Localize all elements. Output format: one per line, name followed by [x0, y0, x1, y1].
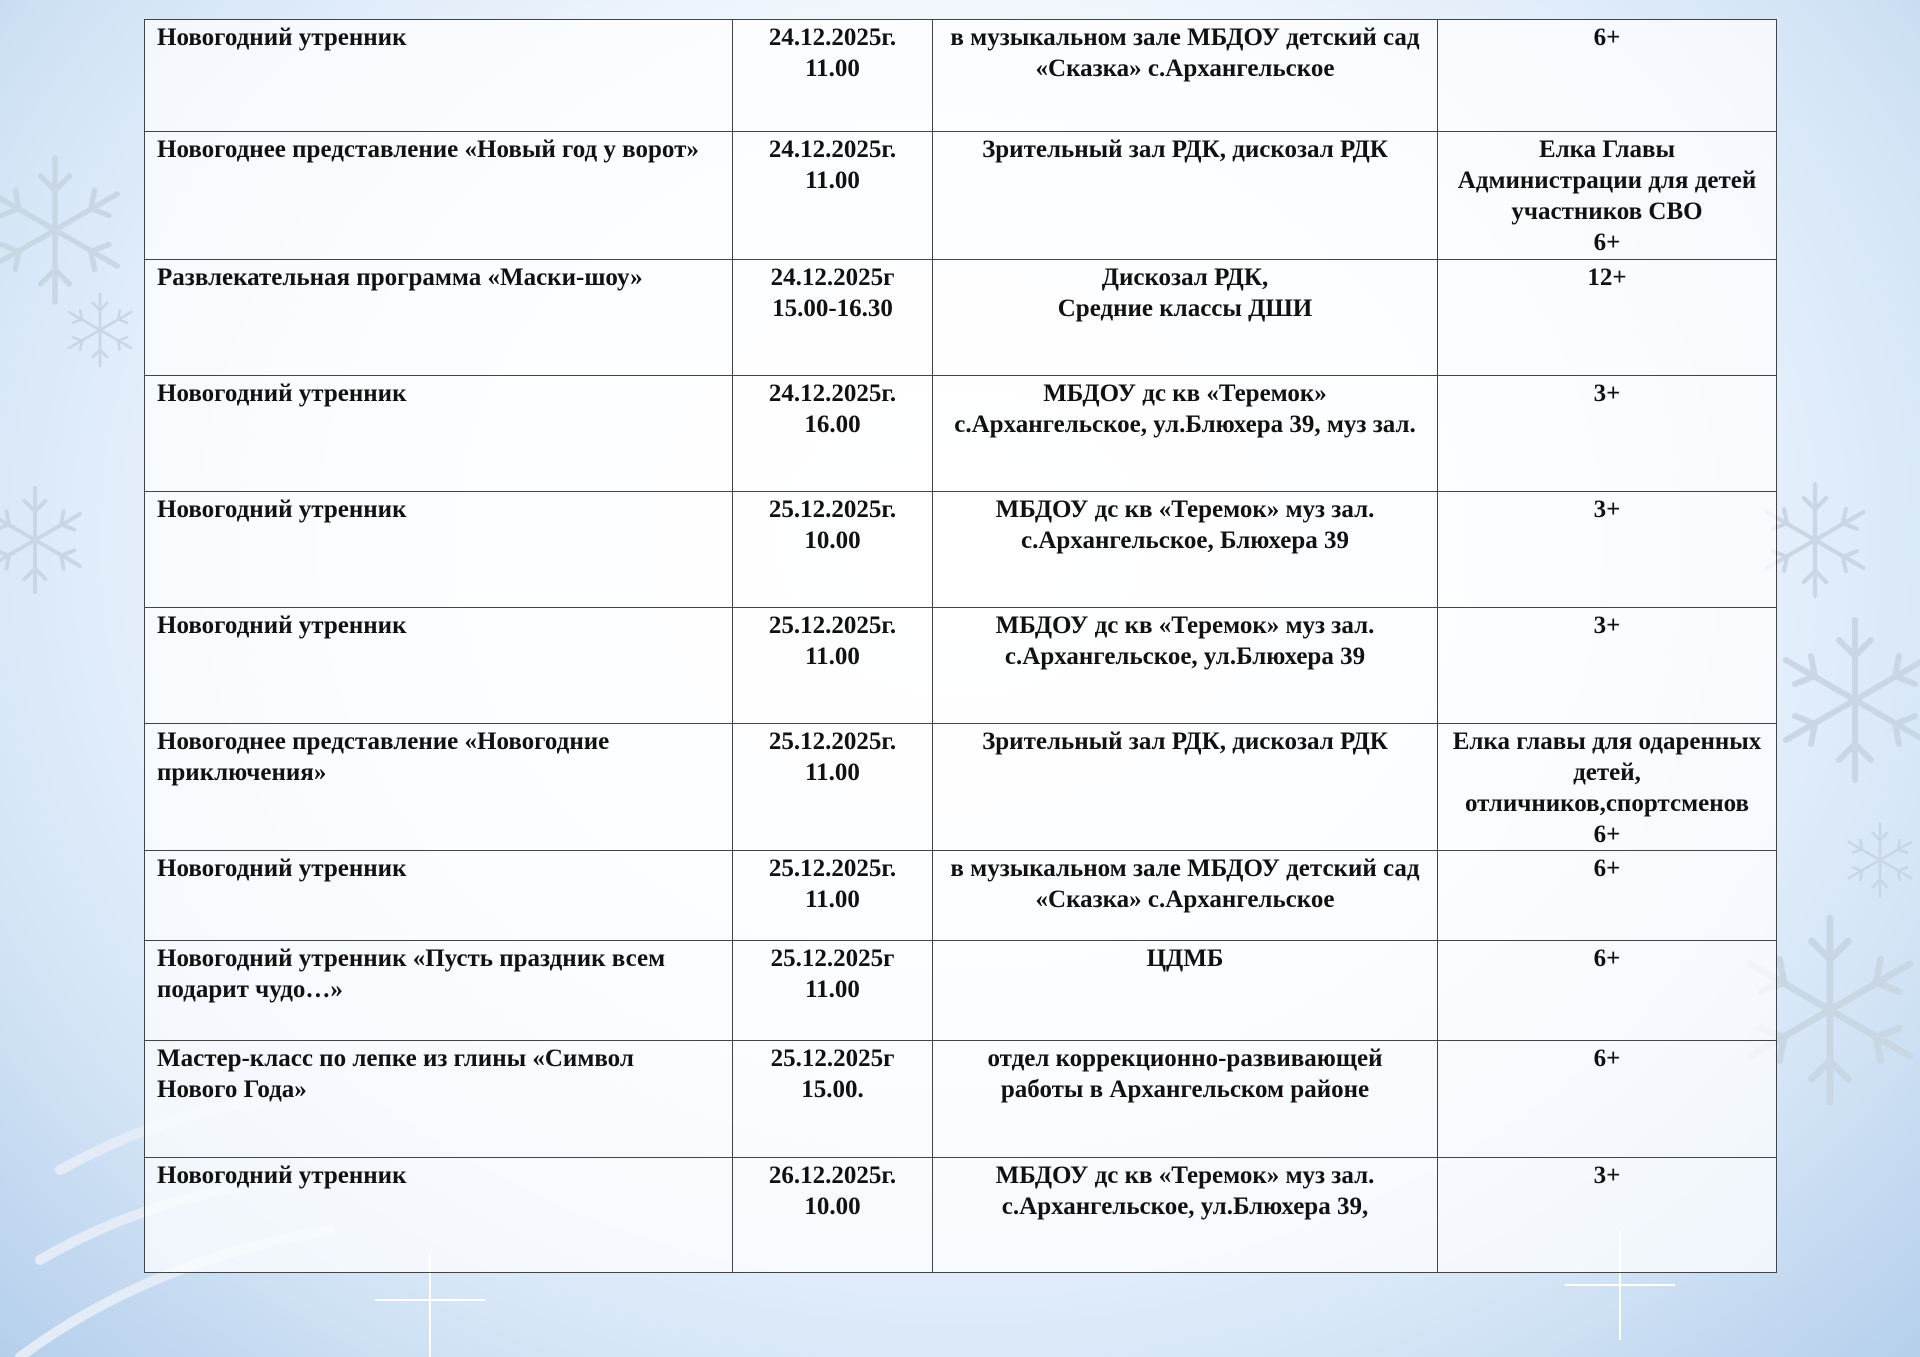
- table-row: [145, 20, 1777, 132]
- table-row: [145, 1041, 1777, 1158]
- event-cell: Новогодний утренник: [145, 20, 733, 132]
- datetime-cell: 25.12.2025г. 11.00: [733, 724, 933, 851]
- events-table: [144, 19, 1777, 1273]
- event-cell: Новогодний утренник: [145, 376, 733, 492]
- datetime-cell: 24.12.2025г. 11.00: [733, 132, 933, 260]
- place-cell: в музыкальном зале МБДОУ детский сад «Сказка» с.Архангельское: [933, 851, 1438, 941]
- datetime-cell: 26.12.2025г. 10.00: [733, 1158, 933, 1273]
- place-cell: МБДОУ дс кв «Теремок» с.Архангельское, ул.Блюхера 39, муз зал.: [933, 376, 1438, 492]
- datetime-cell: 25.12.2025г 15.00.: [733, 1041, 933, 1158]
- place-cell: Зрительный зал РДК, дискозал РДК: [933, 132, 1438, 260]
- snowflake-icon: [0, 488, 80, 592]
- place-cell: МБДОУ дс кв «Теремок» муз зал. с.Архангельское, ул.Блюхера 39,: [933, 1158, 1438, 1273]
- age-cell: 6+: [1438, 851, 1777, 941]
- snowflake-icon: [1849, 824, 1911, 896]
- datetime-cell: 25.12.2025г. 11.00: [733, 608, 933, 724]
- table-row: [145, 851, 1777, 941]
- place-cell: ЦДМБ: [933, 941, 1438, 1041]
- age-cell: 12+: [1438, 260, 1777, 376]
- event-cell: Новогодний утренник: [145, 851, 733, 941]
- place-cell: МБДОУ дс кв «Теремок» муз зал. с.Архангельское, Блюхера 39: [933, 492, 1438, 608]
- place-cell: в музыкальном зале МБДОУ детский сад «Сказка» с.Архангельское: [933, 20, 1438, 132]
- place-cell: Зрительный зал РДК, дискозал РДК: [933, 724, 1438, 851]
- event-cell: Новогодний утренник «Пусть праздник всем подарит чудо…»: [145, 941, 733, 1041]
- place-cell: Дискозал РДК, Средние классы ДШИ: [933, 260, 1438, 376]
- datetime-cell: 24.12.2025г. 11.00: [733, 20, 933, 132]
- age-cell: 6+: [1438, 1041, 1777, 1158]
- table-row: [145, 724, 1777, 851]
- snowflake-icon: [69, 294, 131, 366]
- datetime-cell: 24.12.2025г. 16.00: [733, 376, 933, 492]
- table-row: [145, 608, 1777, 724]
- event-cell: Мастер-класс по лепке из глины «Символ Нового Года»: [145, 1041, 733, 1158]
- event-cell: Новогоднее представление «Новый год у ворот»: [145, 132, 733, 260]
- age-cell: 3+: [1438, 1158, 1777, 1273]
- table-row: [145, 376, 1777, 492]
- place-cell: отдел коррекционно-развивающей работы в Архангельском районе: [933, 1041, 1438, 1158]
- age-cell: 6+: [1438, 20, 1777, 132]
- age-cell: Елка главы для одаренных детей, отличников,спортсменов 6+: [1438, 724, 1777, 851]
- age-cell: 3+: [1438, 492, 1777, 608]
- age-cell: 3+: [1438, 608, 1777, 724]
- place-cell: МБДОУ дс кв «Теремок» муз зал. с.Архангельское, ул.Блюхера 39: [933, 608, 1438, 724]
- snowflake-icon: [1767, 484, 1864, 596]
- table-row: [145, 492, 1777, 608]
- event-cell: Новогодний утренник: [145, 608, 733, 724]
- age-cell: 3+: [1438, 376, 1777, 492]
- table-row: [145, 941, 1777, 1041]
- table-row: [145, 132, 1777, 260]
- datetime-cell: 25.12.2025г 11.00: [733, 941, 933, 1041]
- datetime-cell: 24.12.2025г 15.00-16.30: [733, 260, 933, 376]
- datetime-cell: 25.12.2025г. 10.00: [733, 492, 933, 608]
- snowflake-icon: [0, 158, 117, 302]
- table-row: [145, 1158, 1777, 1273]
- event-cell: Новогодний утренник: [145, 492, 733, 608]
- event-cell: Новогодний утренник: [145, 1158, 733, 1273]
- event-cell: Развлекательная программа «Маски-шоу»: [145, 260, 733, 376]
- age-cell: Елка Главы Администрации для детей участников СВО 6+: [1438, 132, 1777, 260]
- snowflake-icon: [1786, 620, 1920, 780]
- event-cell: Новогоднее представление «Новогодние приключения»: [145, 724, 733, 851]
- age-cell: 6+: [1438, 941, 1777, 1041]
- datetime-cell: 25.12.2025г. 11.00: [733, 851, 933, 941]
- table-row: [145, 260, 1777, 376]
